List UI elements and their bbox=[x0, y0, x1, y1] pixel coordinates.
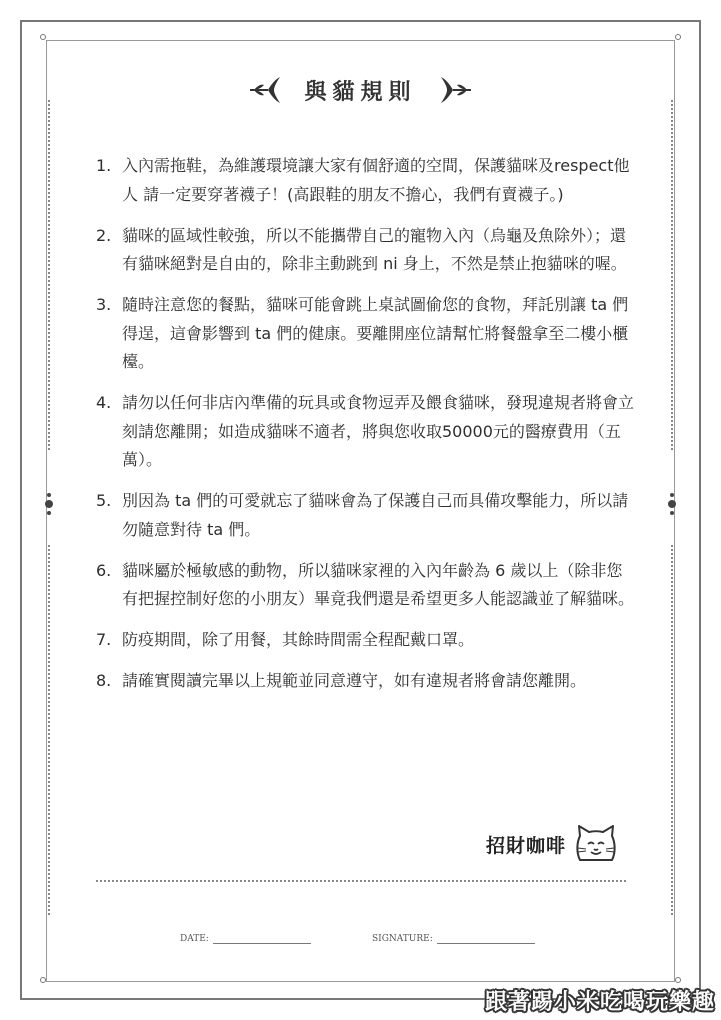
rule-number: 7. bbox=[96, 630, 112, 649]
rule-text: 請確實閱讀完畢以上規範並同意遵守，如有違規者將會請您離開。 bbox=[122, 671, 587, 690]
date-line bbox=[213, 935, 311, 944]
rule-item bbox=[96, 626, 636, 655]
rule-number: 2. bbox=[96, 225, 112, 245]
corner-ornament-bottom-right bbox=[675, 977, 681, 983]
rule-item bbox=[96, 557, 636, 614]
rule-number: 3. bbox=[96, 295, 112, 314]
horizontal-dotted-divider bbox=[96, 880, 626, 882]
left-dotted-border-top bbox=[48, 100, 50, 450]
title-row bbox=[0, 72, 721, 108]
right-flourish-icon bbox=[439, 75, 473, 105]
rule-number: 8. bbox=[96, 671, 112, 690]
rule-number: 1. bbox=[96, 156, 112, 175]
watermark: 跟著踢小米吃喝玩樂趣 bbox=[484, 990, 715, 1015]
corner-ornament-bottom-left bbox=[40, 977, 46, 983]
rule-item bbox=[96, 222, 636, 279]
left-side-ornament bbox=[43, 491, 55, 517]
cat-face-icon bbox=[574, 824, 618, 864]
signature-field bbox=[372, 934, 535, 944]
page-title: 與貓規則 bbox=[304, 79, 417, 105]
brand-signature bbox=[486, 824, 618, 864]
right-side-ornament bbox=[666, 491, 678, 517]
signature-line bbox=[437, 935, 535, 944]
rule-item bbox=[96, 291, 636, 377]
rule-text: 請勿以任何非店內準備的玩具或食物逗弄及餵食貓咪，發現違規者將會立刻請您離開；如造成貓咪不適者，將與您收取50000元的醫療費用（五萬）。 bbox=[122, 393, 635, 469]
rule-text: 別因為 ta 們的可愛就忘了貓咪會為了保護自己而具備攻擊能力，所以請勿隨意對待 ta 們。 bbox=[122, 491, 629, 539]
rule-text: 隨時注意您的餐點，貓咪可能會跳上桌試圖偷您的食物，拜託別讓 ta 們得逞，這會影響到 ta 們的健康。要離開座位請幫忙將餐盤拿至二樓小櫃檯。 bbox=[122, 295, 629, 371]
rule-text: 入內需拖鞋，為維護環境讓大家有個舒適的空間，保護貓咪及respect他人 請一定要穿著襪子！(高跟鞋的朋友不擔心，我們有賣襪子。) bbox=[122, 156, 630, 204]
rule-item bbox=[96, 389, 636, 475]
brand-name: 招財咖啡 bbox=[486, 834, 567, 857]
rules-list bbox=[96, 152, 636, 708]
date-label: DATE: bbox=[180, 934, 209, 944]
rule-item bbox=[96, 487, 636, 544]
corner-ornament-top-left bbox=[40, 34, 46, 40]
rule-number: 5. bbox=[96, 491, 112, 510]
right-dotted-border-bottom bbox=[671, 545, 673, 915]
rule-item bbox=[96, 152, 636, 209]
left-dotted-border-bottom bbox=[48, 545, 50, 915]
rule-number: 4. bbox=[96, 393, 112, 412]
rule-text: 貓咪的區域性較強，所以不能攜帶自己的寵物入內（烏龜及魚除外）；還有貓咪絕對是自由的，除非主動跳到 ni 身上，不然是禁止抱貓咪的喔。 bbox=[122, 225, 627, 273]
date-field bbox=[180, 934, 311, 944]
rule-number: 6. bbox=[96, 560, 112, 580]
signature-label: SIGNATURE: bbox=[372, 934, 433, 944]
rule-text: 防疫期間，除了用餐，其餘時間需全程配戴口罩。 bbox=[122, 630, 475, 649]
rule-item bbox=[96, 667, 636, 696]
rule-text: 貓咪屬於極敏感的動物，所以貓咪家裡的入內年齡為 6 歲以上（除非您有把握控制好您的小朋友）畢竟我們還是希望更多人能認識並了解貓咪。 bbox=[122, 560, 635, 608]
right-dotted-border-top bbox=[671, 100, 673, 450]
left-flourish-icon bbox=[248, 75, 282, 105]
corner-ornament-top-right bbox=[675, 34, 681, 40]
